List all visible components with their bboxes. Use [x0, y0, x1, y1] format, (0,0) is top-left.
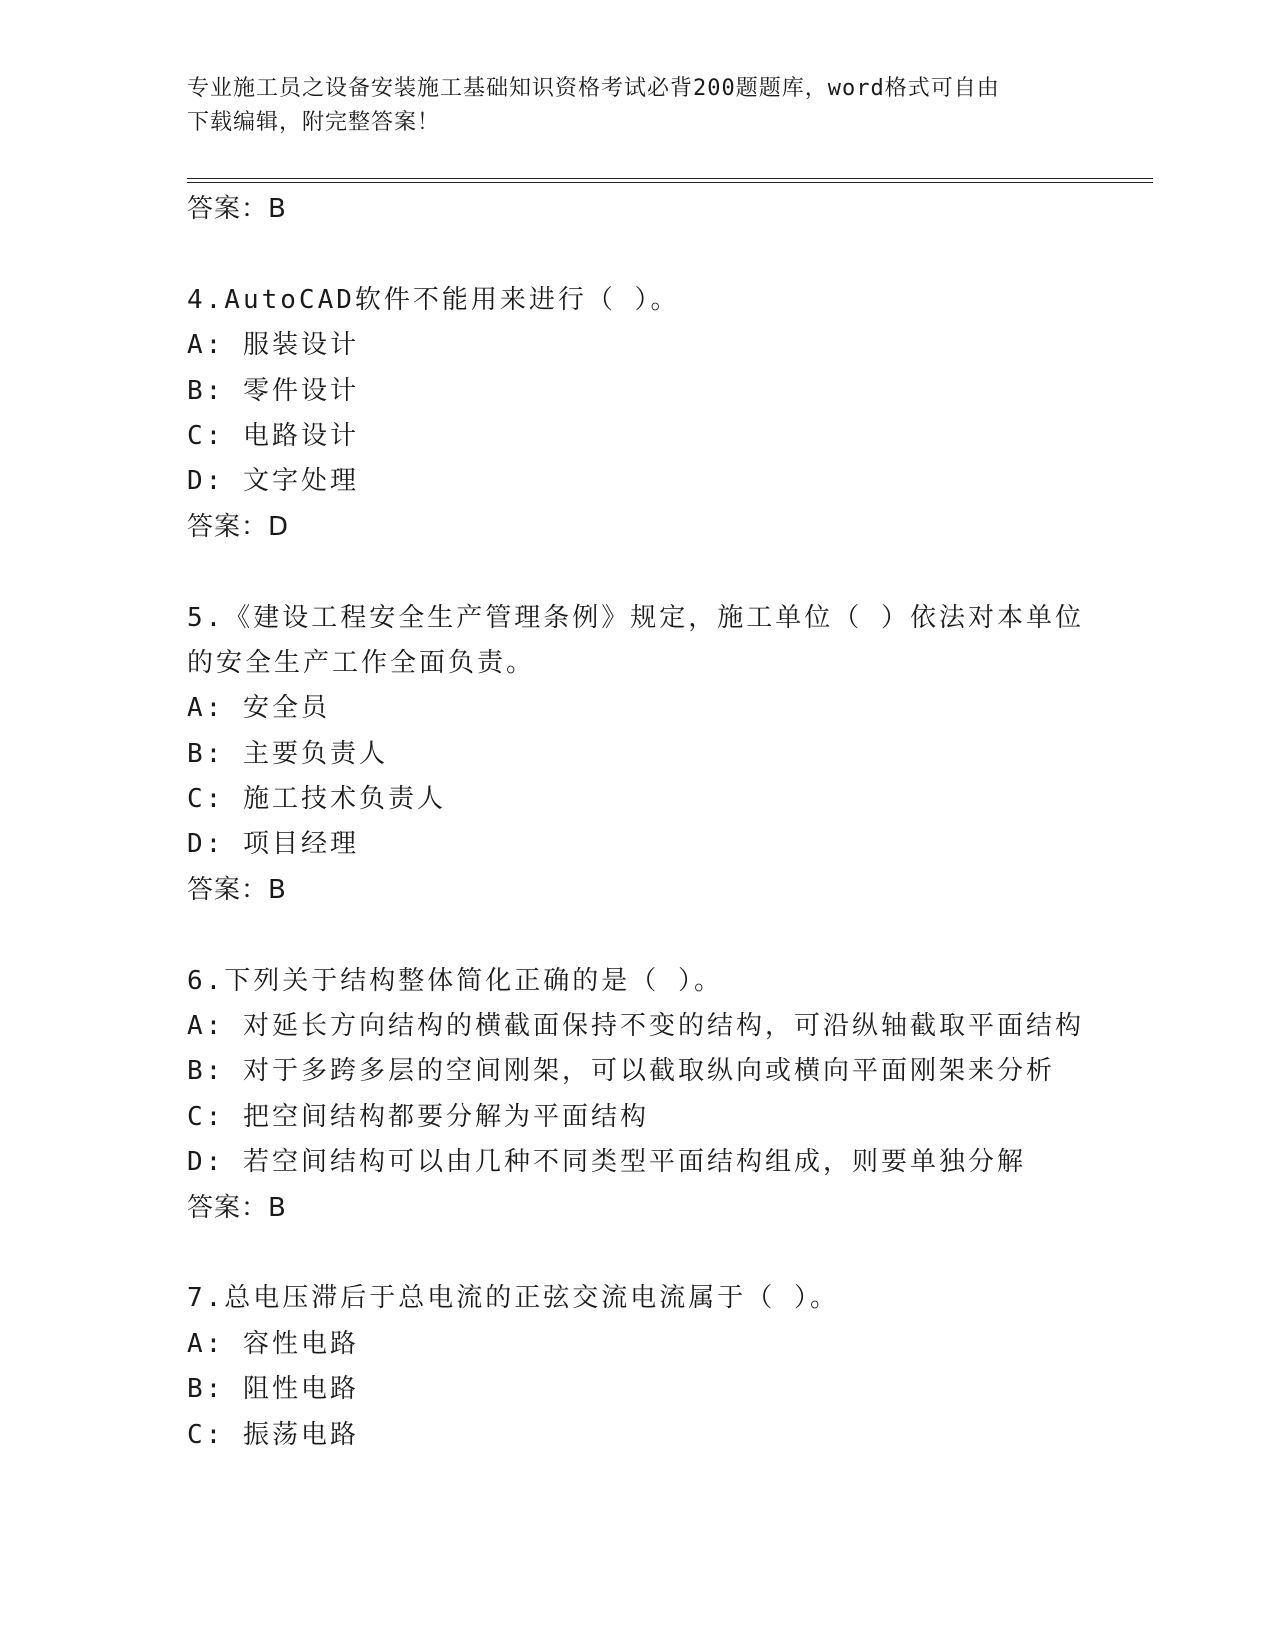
spacer: [187, 550, 1087, 595]
option-c: C: 施工技术负责人: [187, 784, 446, 815]
spacer: [187, 232, 1087, 277]
answer-line: 答案：B: [187, 194, 287, 224]
question-stem: 7.总电压滞后于总电流的正弦交流电流属于（ ）。: [187, 1283, 839, 1314]
option-b: B: 主要负责人: [187, 738, 388, 769]
question-block: [187, 278, 1087, 550]
option-d: D: 若空间结构可以由几种不同类型平面结构组成，则要单独分解: [187, 1147, 1026, 1178]
answer-line: 答案：D: [187, 511, 290, 542]
option-d: D: 项目经理: [187, 829, 359, 860]
option-a: A: 容性电路: [187, 1328, 359, 1359]
option-b: B: 阻性电路: [187, 1374, 359, 1405]
header-line-1: 专业施工员之设备安装施工基础知识资格考试必背200题题库，word格式可自由: [187, 76, 1000, 101]
question-stem-continued: 的安全生产工作全面负责。: [187, 647, 536, 678]
document-header: [187, 72, 1067, 140]
answer-line: 答案：B: [187, 1192, 287, 1223]
question-block: [187, 1276, 1087, 1458]
header-divider-bottom: [187, 182, 1153, 183]
option-c: C: 把空间结构都要分解为平面结构: [187, 1101, 649, 1132]
option-b: B: 对于多跨多层的空间刚架，可以截取纵向或横向平面刚架来分析: [187, 1056, 1055, 1087]
answer-line: 答案：B: [187, 874, 287, 905]
option-b: B: 零件设计: [187, 375, 359, 406]
option-a: A: 服装设计: [187, 330, 359, 361]
question-block: [187, 596, 1087, 914]
option-a: A: 对延长方向结构的横截面保持不变的结构，可沿纵轴截取平面结构: [187, 1011, 1084, 1042]
option-d: D: 文字处理: [187, 466, 359, 497]
spacer: [187, 1231, 1087, 1276]
spacer: [187, 913, 1087, 958]
header-divider-top: [187, 178, 1153, 179]
question-stem: 4.AutoCAD软件不能用来进行（ ）。: [187, 284, 680, 315]
option-c: C: 振荡电路: [187, 1419, 359, 1450]
question-stem: 6.下列关于结构整体简化正确的是（ ）。: [187, 965, 723, 996]
option-c: C: 电路设计: [187, 420, 359, 451]
document-body: [187, 187, 1087, 1458]
question-block: [187, 959, 1087, 1231]
option-a: A: 安全员: [187, 693, 330, 724]
header-line-2: 下载编辑，附完整答案！: [187, 110, 441, 135]
question-stem: 5.《建设工程安全生产管理条例》规定，施工单位（ ）依法对本单位: [187, 602, 1084, 633]
